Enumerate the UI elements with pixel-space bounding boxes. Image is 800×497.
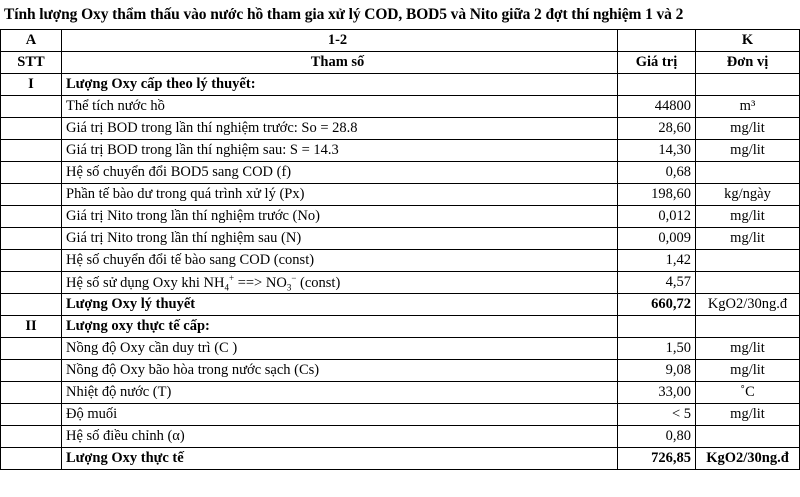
unit-cell[interactable]: m³ bbox=[696, 96, 800, 118]
sheet-title: Tính lượng Oxy thẩm thấu vào nước hồ tham gia xử lý COD, BOD5 và Nito giữa 2 đợt thí nghiệm 1 và 2 bbox=[4, 6, 684, 23]
section-heading[interactable]: Lượng Oxy cấp theo lý thuyết: bbox=[62, 74, 618, 96]
unit-cell[interactable]: mg/lit bbox=[696, 338, 800, 360]
header-col-b[interactable]: 1-2 bbox=[62, 30, 618, 52]
header-row-letters bbox=[1, 30, 800, 52]
section-stt[interactable]: I bbox=[1, 74, 62, 96]
param-cell[interactable]: Giá trị BOD trong lần thí nghiệm trước: So = 28.8 bbox=[62, 118, 618, 140]
header-value[interactable]: Giá trị bbox=[618, 52, 696, 74]
stt-cell[interactable] bbox=[1, 338, 62, 360]
value-cell[interactable]: 0,68 bbox=[618, 162, 696, 184]
stt-cell[interactable] bbox=[1, 206, 62, 228]
table-row bbox=[1, 360, 800, 382]
formula-suffix: (const) bbox=[296, 274, 341, 291]
value-cell[interactable]: 1,42 bbox=[618, 250, 696, 272]
stt-cell[interactable] bbox=[1, 184, 62, 206]
table-row bbox=[1, 272, 800, 294]
empty-cell[interactable] bbox=[696, 74, 800, 96]
stt-cell[interactable] bbox=[1, 140, 62, 162]
total-param[interactable]: Lượng Oxy lý thuyết bbox=[62, 294, 618, 316]
stt-cell[interactable] bbox=[1, 250, 62, 272]
stt-cell[interactable] bbox=[1, 118, 62, 140]
unit-cell[interactable]: ˚C bbox=[696, 382, 800, 404]
unit-cell[interactable]: mg/lit bbox=[696, 118, 800, 140]
total-param[interactable]: Lượng Oxy thực tế bbox=[62, 448, 618, 470]
unit-cell[interactable]: mg/lit bbox=[696, 404, 800, 426]
param-cell[interactable]: Thể tích nước hồ bbox=[62, 96, 618, 118]
formula-sub-2: 3 bbox=[286, 282, 292, 293]
unit-cell[interactable] bbox=[696, 272, 800, 294]
value-cell[interactable]: 198,60 bbox=[618, 184, 696, 206]
unit-cell[interactable] bbox=[696, 250, 800, 272]
empty-cell[interactable] bbox=[618, 74, 696, 96]
formula-prefix: Hệ số sử dụng Oxy khi NH bbox=[66, 274, 225, 291]
formula-sup-2: − bbox=[291, 272, 297, 283]
header-row-labels bbox=[1, 52, 800, 74]
header-unit[interactable]: Đơn vị bbox=[696, 52, 800, 74]
table-row bbox=[1, 250, 800, 272]
value-cell[interactable]: < 5 bbox=[618, 404, 696, 426]
total-row bbox=[1, 294, 800, 316]
table-row bbox=[1, 184, 800, 206]
unit-cell[interactable]: mg/lit bbox=[696, 140, 800, 162]
table-row bbox=[1, 96, 800, 118]
formula-sup-1: + bbox=[229, 272, 235, 283]
param-cell[interactable]: Giá trị BOD trong lần thí nghiệm sau: S = 14.3 bbox=[62, 140, 618, 162]
stt-cell[interactable] bbox=[1, 404, 62, 426]
section-heading-row bbox=[1, 74, 800, 96]
stt-cell[interactable] bbox=[1, 228, 62, 250]
total-value[interactable]: 660,72 bbox=[618, 294, 696, 316]
stt-cell[interactable] bbox=[1, 448, 62, 470]
header-col-d[interactable]: K bbox=[696, 30, 800, 52]
total-row bbox=[1, 448, 800, 470]
stt-cell[interactable] bbox=[1, 382, 62, 404]
empty-cell[interactable] bbox=[618, 316, 696, 338]
unit-cell[interactable]: mg/lit bbox=[696, 360, 800, 382]
header-col-c[interactable] bbox=[618, 30, 696, 52]
param-cell[interactable]: Hệ số chuyển đổi tế bào sang COD (const) bbox=[62, 250, 618, 272]
stt-cell[interactable] bbox=[1, 162, 62, 184]
unit-cell[interactable] bbox=[696, 426, 800, 448]
value-cell[interactable]: 0,009 bbox=[618, 228, 696, 250]
value-cell[interactable]: 0,80 bbox=[618, 426, 696, 448]
formula-middle: ==> NO bbox=[234, 274, 287, 291]
table-row bbox=[1, 426, 800, 448]
param-cell[interactable]: Phần tế bào dư trong quá trình xử lý (Px) bbox=[62, 184, 618, 206]
stt-cell[interactable] bbox=[1, 360, 62, 382]
param-cell[interactable]: Giá trị Nito trong lần thí nghiệm trước (No) bbox=[62, 206, 618, 228]
oxygen-table bbox=[0, 29, 800, 470]
param-cell[interactable]: Độ muối bbox=[62, 404, 618, 426]
table-row bbox=[1, 382, 800, 404]
value-cell[interactable]: 44800 bbox=[618, 96, 696, 118]
formula-sub-1: 4 bbox=[224, 282, 229, 293]
section-stt[interactable]: II bbox=[1, 316, 62, 338]
param-cell-formula[interactable] bbox=[62, 272, 618, 294]
param-cell[interactable]: Nồng độ Oxy bão hòa trong nước sạch (Cs) bbox=[62, 360, 618, 382]
total-value[interactable]: 726,85 bbox=[618, 448, 696, 470]
table-row bbox=[1, 162, 800, 184]
value-cell[interactable]: 14,30 bbox=[618, 140, 696, 162]
unit-cell[interactable]: mg/lit bbox=[696, 228, 800, 250]
table-row bbox=[1, 118, 800, 140]
param-cell[interactable]: Hệ số chuyển đổi BOD5 sang COD (f) bbox=[62, 162, 618, 184]
param-cell[interactable]: Hệ số điều chỉnh (α) bbox=[62, 426, 618, 448]
table-row bbox=[1, 404, 800, 426]
unit-cell[interactable]: kg/ngày bbox=[696, 184, 800, 206]
value-cell[interactable]: 28,60 bbox=[618, 118, 696, 140]
unit-cell[interactable] bbox=[696, 162, 800, 184]
value-cell[interactable]: 33,00 bbox=[618, 382, 696, 404]
stt-cell[interactable] bbox=[1, 294, 62, 316]
param-cell[interactable]: Giá trị Nito trong lần thí nghiệm sau (N) bbox=[62, 228, 618, 250]
param-cell[interactable]: Nồng độ Oxy cần duy trì (C ) bbox=[62, 338, 618, 360]
value-cell[interactable]: 9,08 bbox=[618, 360, 696, 382]
total-unit[interactable]: KgO2/30ng.đ bbox=[696, 294, 800, 316]
stt-cell[interactable] bbox=[1, 272, 62, 294]
section-heading[interactable]: Lượng oxy thực tế cấp: bbox=[62, 316, 618, 338]
table-row bbox=[1, 140, 800, 162]
value-cell[interactable]: 0,012 bbox=[618, 206, 696, 228]
header-param[interactable]: Tham số bbox=[62, 52, 618, 74]
unit-cell[interactable]: mg/lit bbox=[696, 206, 800, 228]
table-row bbox=[1, 206, 800, 228]
header-col-a[interactable]: A bbox=[1, 30, 62, 52]
section-heading-row bbox=[1, 316, 800, 338]
total-unit[interactable]: KgO2/30ng.đ bbox=[696, 448, 800, 470]
table-row bbox=[1, 338, 800, 360]
header-stt[interactable]: STT bbox=[1, 52, 62, 74]
value-cell[interactable]: 4,57 bbox=[618, 272, 696, 294]
param-cell[interactable]: Nhiệt độ nước (T) bbox=[62, 382, 618, 404]
stt-cell[interactable] bbox=[1, 426, 62, 448]
value-cell[interactable]: 1,50 bbox=[618, 338, 696, 360]
stt-cell[interactable] bbox=[1, 96, 62, 118]
table-row bbox=[1, 228, 800, 250]
empty-cell[interactable] bbox=[696, 316, 800, 338]
